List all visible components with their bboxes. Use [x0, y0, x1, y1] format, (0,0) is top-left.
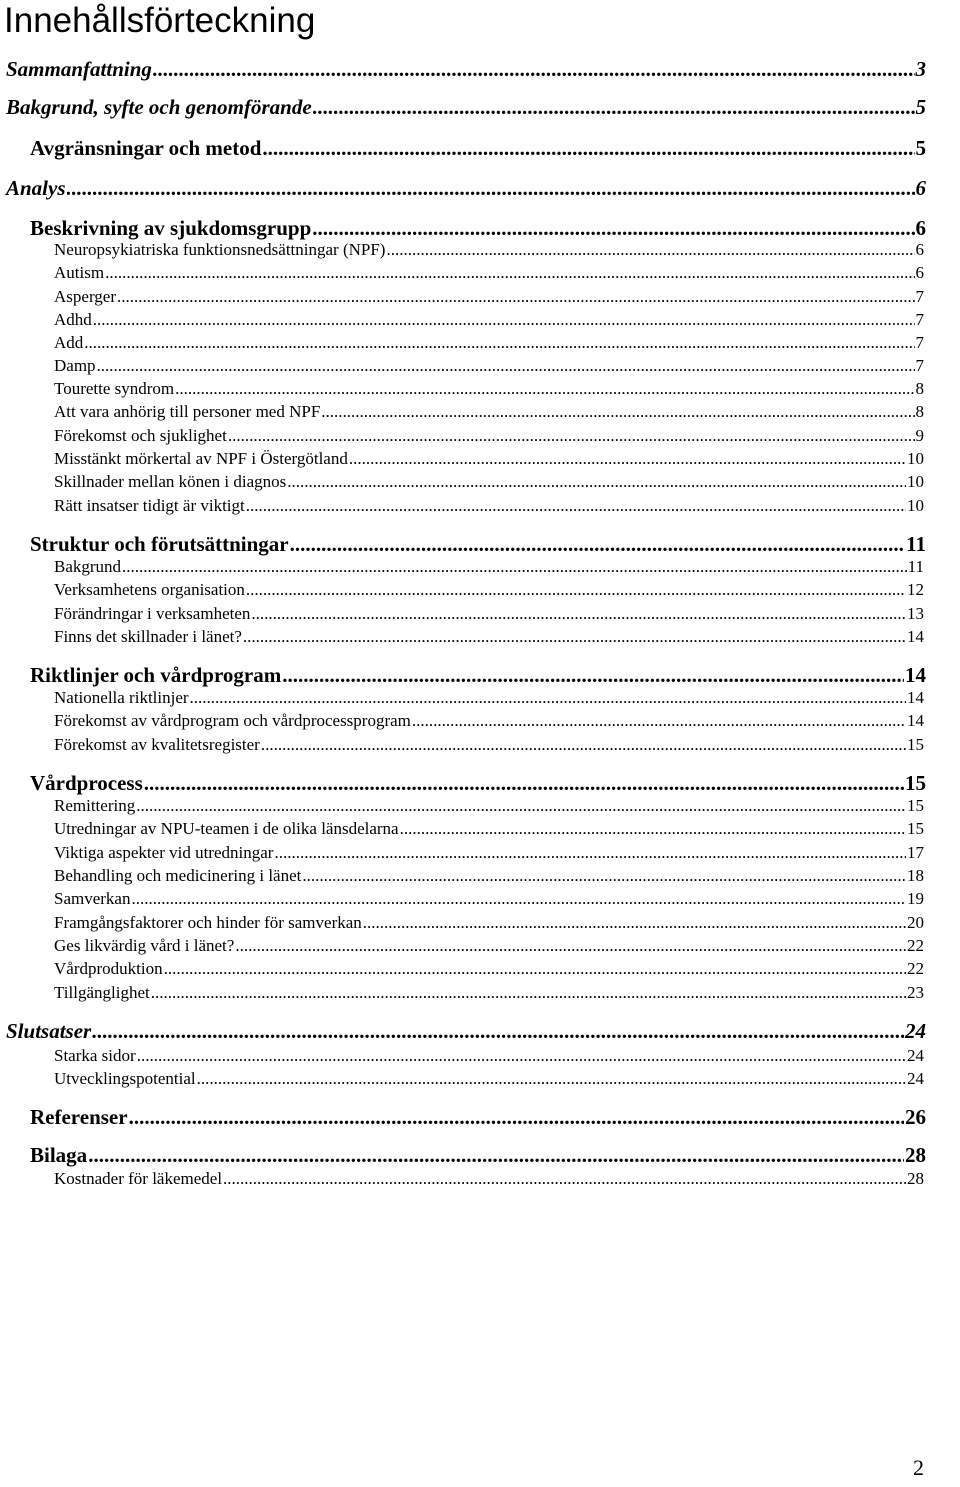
toc-entry-label: Skillnader mellan könen i diagnos: [54, 472, 287, 491]
toc-entry-page: 3: [915, 57, 926, 81]
toc-entry-page: 28: [907, 1169, 924, 1188]
dot-leader: [282, 663, 904, 688]
toc-entry-page: 28: [905, 1143, 926, 1167]
dot-leader: [349, 449, 906, 469]
toc-entry-label: Att vara anhörig till personer med NPF: [54, 402, 321, 421]
toc-entry-label: Utvecklingspotential: [54, 1069, 196, 1088]
toc-entry[interactable]: [30, 136, 926, 161]
toc-entry-page: 5: [915, 95, 926, 119]
toc-entry-page: 17: [907, 843, 924, 862]
toc-entry-page: 10: [907, 496, 924, 515]
toc-entry[interactable]: [54, 711, 924, 731]
dot-leader: [235, 936, 906, 956]
page-number: 2: [913, 1455, 924, 1480]
toc-entry-label: Kostnader för läkemedel: [54, 1169, 223, 1188]
toc-entry-label: Autism: [54, 263, 105, 282]
dot-leader: [136, 796, 906, 816]
toc-entry-page: 12: [907, 580, 924, 599]
toc-entry[interactable]: [54, 1046, 924, 1066]
toc-entry-page: 10: [907, 472, 924, 491]
dot-leader: [412, 711, 906, 731]
toc-entry[interactable]: [54, 913, 924, 933]
toc-entry-label: Utredningar av NPU-teamen i de olika länsdelarna: [54, 819, 399, 838]
toc-entry-page: 19: [907, 889, 924, 908]
toc-entry-page: 6: [915, 263, 924, 282]
toc-entry-label: Starka sidor: [54, 1046, 136, 1065]
dot-leader: [262, 136, 914, 161]
toc-entry-label: Samverkan: [54, 889, 131, 908]
dot-leader: [246, 496, 906, 516]
toc-entry-page: 15: [907, 735, 924, 754]
toc-entry-page: 9: [915, 426, 924, 445]
toc-entry[interactable]: [54, 287, 924, 307]
toc-entry-label: Neuropsykiatriska funktionsnedsättningar (NPF): [54, 240, 386, 259]
dot-leader: [261, 735, 906, 755]
toc-entry[interactable]: [54, 843, 924, 863]
toc-entry[interactable]: [54, 604, 924, 624]
dot-leader: [363, 913, 906, 933]
dot-leader: [302, 866, 906, 886]
toc-entry-page: 24: [905, 1019, 926, 1043]
toc-entry-label: Avgränsningar och metod: [30, 136, 262, 160]
toc-entry[interactable]: [54, 402, 924, 422]
dot-leader: [223, 1169, 906, 1189]
toc-entry[interactable]: [54, 819, 924, 839]
dot-leader: [386, 240, 914, 260]
toc-entry[interactable]: [54, 310, 924, 330]
toc-entry[interactable]: [54, 472, 924, 492]
toc-entry[interactable]: [54, 889, 924, 909]
toc-entry-page: 22: [907, 959, 924, 978]
toc-entry-page: 7: [915, 310, 924, 329]
toc-entry-label: Add: [54, 333, 84, 352]
toc-entry-label: Bilaga: [30, 1143, 88, 1167]
dot-leader: [228, 426, 915, 446]
toc-entry-label: Slutsatser: [6, 1019, 92, 1043]
toc-entry-page: 23: [907, 983, 924, 1002]
toc-entry[interactable]: [54, 627, 924, 647]
toc-entry-label: Bakgrund: [54, 557, 122, 576]
dot-leader: [313, 95, 915, 120]
toc-entry-page: 5: [915, 136, 926, 160]
toc-entry-label: Förekomst av vårdprogram och vårdprocessprogram: [54, 711, 411, 730]
toc-entry[interactable]: [54, 688, 924, 708]
dot-leader: [67, 176, 915, 201]
toc-entry[interactable]: [54, 356, 924, 376]
toc-entry[interactable]: [30, 1143, 926, 1168]
toc-entry[interactable]: [54, 580, 924, 600]
toc-entry-page: 6: [915, 216, 926, 240]
toc-entry-page: 7: [915, 287, 924, 306]
toc-entry-page: 7: [915, 333, 924, 352]
dot-leader: [122, 557, 907, 577]
toc-entry[interactable]: [30, 216, 926, 241]
toc-entry-label: Rätt insatser tidigt är viktigt: [54, 496, 245, 515]
dot-leader: [197, 1069, 906, 1089]
toc-entry-label: Analys: [6, 176, 66, 200]
toc-entry[interactable]: [54, 240, 924, 260]
toc-entry-page: 11: [907, 557, 924, 576]
toc-entry[interactable]: [6, 95, 926, 120]
dot-leader: [400, 819, 906, 839]
toc-entry-label: Tillgänglighet: [54, 983, 150, 1002]
dot-leader: [105, 263, 914, 283]
toc-entry-page: 8: [915, 379, 924, 398]
toc-entry-label: Finns det skillnader i länet?: [54, 627, 242, 646]
dot-leader: [144, 771, 904, 796]
dot-leader: [153, 57, 915, 82]
toc-entry-label: Nationella riktlinjer: [54, 688, 189, 707]
toc-entry[interactable]: [30, 1105, 926, 1130]
toc-entry[interactable]: [54, 959, 924, 979]
toc-entry[interactable]: [54, 449, 924, 469]
toc-entry-label: Misstänkt mörkertal av NPF i Östergötland: [54, 449, 348, 468]
toc-entry[interactable]: [54, 496, 924, 516]
toc-entry[interactable]: [54, 557, 924, 577]
dot-leader: [274, 843, 906, 863]
toc-entry-label: Struktur och förutsättningar: [30, 532, 289, 556]
toc-entry-label: Förekomst och sjuklighet: [54, 426, 227, 445]
toc-entry-label: Adhd: [54, 310, 92, 329]
toc-entry-label: Förekomst av kvalitetsregister: [54, 735, 260, 754]
toc-entry[interactable]: [54, 936, 924, 956]
dot-leader: [97, 356, 915, 376]
toc-entry-page: 14: [907, 627, 924, 646]
toc-entry[interactable]: [30, 771, 926, 796]
toc-entry-label: Riktlinjer och vårdprogram: [30, 663, 282, 687]
toc-entry-label: Referenser: [30, 1105, 128, 1129]
toc-entry-page: 22: [907, 936, 924, 955]
toc-entry-page: 10: [907, 449, 924, 468]
toc-entry-label: Bakgrund, syfte och genomförande: [6, 95, 312, 119]
toc-entry-label: Remittering: [54, 796, 136, 815]
toc-entry-page: 15: [907, 819, 924, 838]
toc-entry-page: 15: [905, 771, 926, 795]
toc-entry-label: Vårdproduktion: [54, 959, 163, 978]
toc-entry-page: 14: [905, 663, 926, 687]
toc-entry-label: Ges likvärdig vård i länet?: [54, 936, 235, 955]
toc-entry[interactable]: [54, 263, 924, 283]
dot-leader: [131, 889, 906, 909]
toc-entry-page: 24: [907, 1069, 924, 1088]
dot-leader: [175, 379, 914, 399]
dot-leader: [287, 472, 906, 492]
toc-entry-label: Behandling och medicinering i länet: [54, 866, 302, 885]
toc-entry[interactable]: [54, 796, 924, 816]
toc-entry[interactable]: [54, 333, 924, 353]
toc-entry-label: Framgångsfaktorer och hinder för samverkan: [54, 913, 362, 932]
toc-entry[interactable]: [6, 1019, 926, 1044]
dot-leader: [312, 216, 914, 241]
dot-leader: [93, 310, 915, 330]
dot-leader: [164, 959, 906, 979]
toc-entry-page: 15: [907, 796, 924, 815]
toc-entry[interactable]: [54, 866, 924, 886]
toc-entry-label: Tourette syndrom: [54, 379, 175, 398]
toc-entry[interactable]: [6, 57, 926, 82]
toc-entry[interactable]: [54, 735, 924, 755]
dot-leader: [117, 287, 915, 307]
toc-entry-label: Damp: [54, 356, 96, 375]
toc-entry-page: 7: [915, 356, 924, 375]
toc-entry-page: 14: [907, 688, 924, 707]
dot-leader: [243, 627, 906, 647]
dot-leader: [251, 604, 906, 624]
toc-entry-page: 6: [915, 176, 926, 200]
toc-entry[interactable]: [54, 983, 924, 1003]
dot-leader: [137, 1046, 906, 1066]
toc-entry[interactable]: [54, 1069, 924, 1089]
toc-entry-page: 20: [907, 913, 924, 932]
toc-entry[interactable]: [54, 426, 924, 446]
toc-entry-label: Asperger: [54, 287, 116, 306]
toc-entry-page: 13: [907, 604, 924, 623]
dot-leader: [129, 1105, 904, 1130]
toc-entry-label: Vårdprocess: [30, 771, 143, 795]
page-title: Innehållsförteckning: [4, 1, 316, 40]
toc-entry-label: Förändringar i verksamheten: [54, 604, 251, 623]
toc-entry-label: Beskrivning av sjukdomsgrupp: [30, 216, 312, 240]
dot-leader: [151, 983, 906, 1003]
toc-entry-page: 18: [907, 866, 924, 885]
toc-entry-label: Viktiga aspekter vid utredningar: [54, 843, 274, 862]
toc-entry-label: Verksamhetens organisation: [54, 580, 245, 599]
dot-leader: [92, 1019, 904, 1044]
toc-entry-page: 26: [905, 1105, 926, 1129]
dot-leader: [246, 580, 906, 600]
toc-entry[interactable]: [30, 532, 926, 557]
toc-entry-page: 11: [906, 532, 926, 556]
dot-leader: [84, 333, 914, 353]
toc-entry-page: 6: [915, 240, 924, 259]
dot-leader: [290, 532, 906, 557]
toc-entry-label: Sammanfattning: [6, 57, 152, 81]
dot-leader: [321, 402, 914, 422]
dot-leader: [88, 1143, 904, 1168]
toc-entry[interactable]: [30, 663, 926, 688]
toc-entry-page: 14: [907, 711, 924, 730]
toc-entry[interactable]: [54, 1169, 924, 1189]
toc-entry[interactable]: [6, 176, 926, 201]
toc-entry[interactable]: [54, 379, 924, 399]
toc-entry-page: 8: [915, 402, 924, 421]
toc-entry-page: 24: [907, 1046, 924, 1065]
dot-leader: [190, 688, 906, 708]
